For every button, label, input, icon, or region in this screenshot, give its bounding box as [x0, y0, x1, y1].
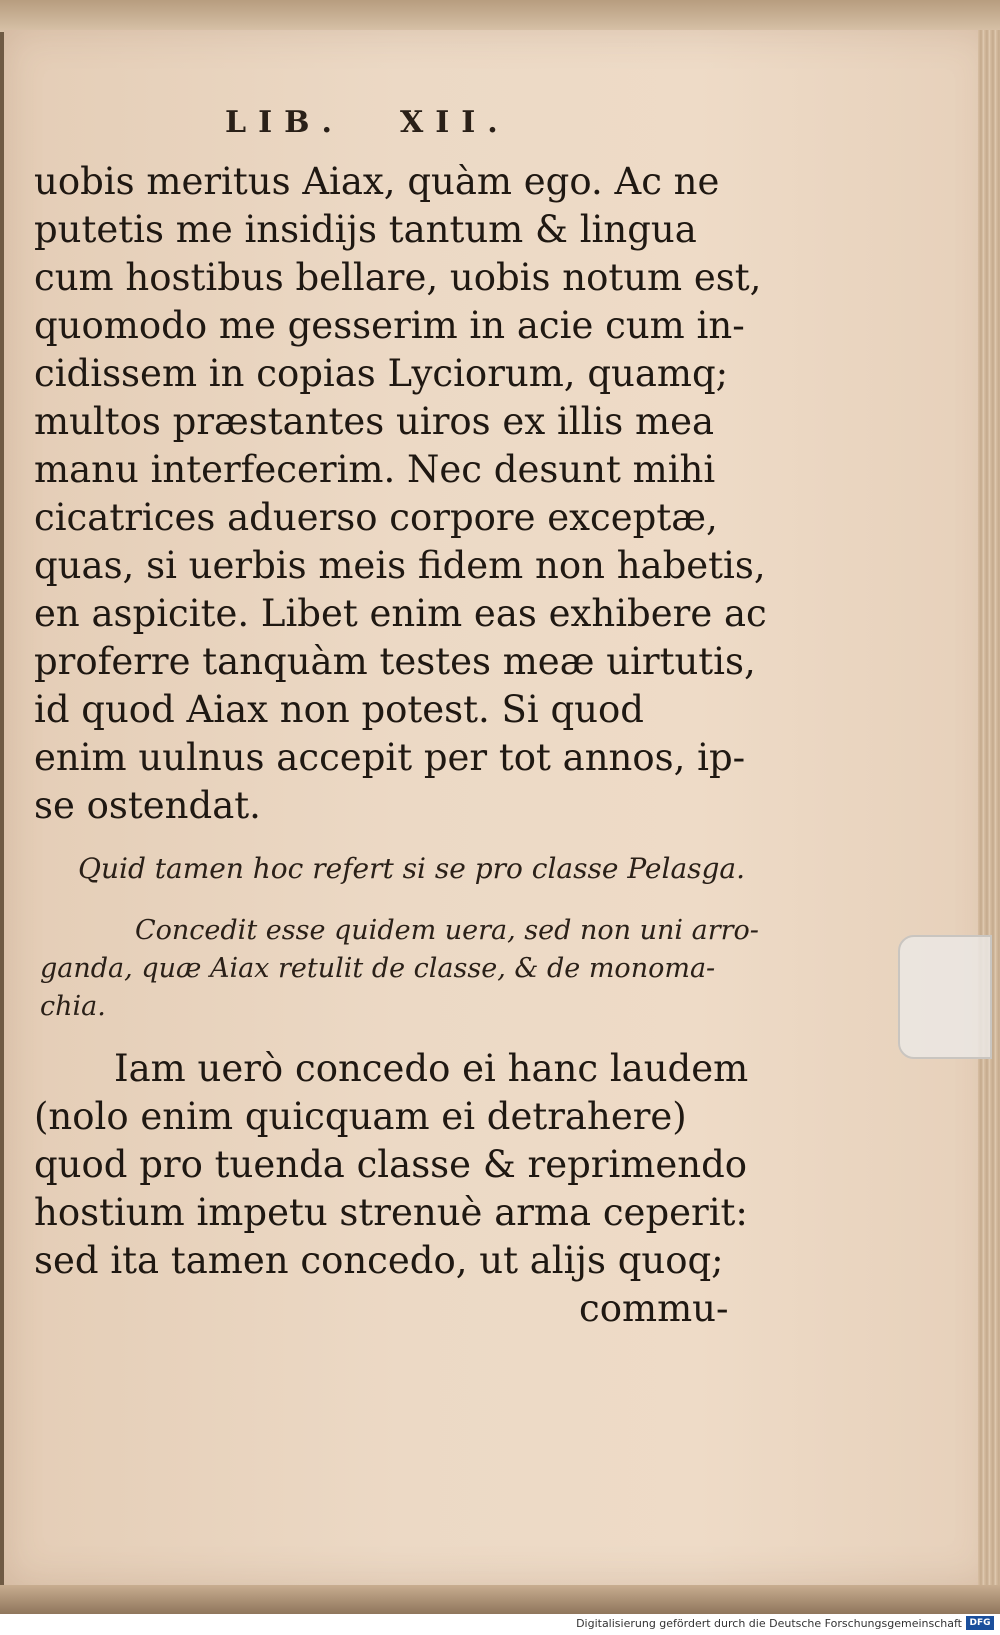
text-line: hostium impetu strenuè arma ceperit: — [34, 1191, 748, 1234]
text-line: (nolo enim quicquam ei detrahere) — [34, 1095, 687, 1138]
main-text-block-2 — [34, 1045, 749, 1333]
text-line: quod pro tuenda classe & reprimendo — [34, 1143, 748, 1186]
dfg-logo-icon: DFG — [966, 1616, 994, 1630]
main-text-block — [34, 158, 767, 830]
commentary-note — [40, 912, 759, 1026]
page-edges — [978, 30, 1000, 1590]
text-line: sed ita tamen concedo, ut alijs quoq; — [34, 1239, 724, 1282]
text-line: quas, si uerbis meis fidem non habetis, — [34, 544, 766, 587]
text-line: proferre tanquàm testes meæ uirtutis, — [34, 640, 756, 683]
text-line: id quod Aiax non potest. Si quod — [34, 688, 644, 731]
book-top-edge — [0, 0, 1000, 32]
text-line: multos præstantes uiros ex illis mea — [34, 400, 715, 443]
header-book: LIB. — [225, 105, 344, 140]
bookmark-tab — [898, 935, 992, 1059]
text-line: uobis meritus Aiax, quàm ego. Ac ne — [34, 160, 720, 203]
note-line: ganda, quæ Aiax retulit de classe, & de monoma- — [40, 953, 716, 984]
text-line: en aspicite. Libet enim eas exhibere ac — [34, 592, 767, 635]
book-bottom-edge — [0, 1585, 1000, 1614]
text-line: manu interfecerim. Nec desunt mihi — [34, 448, 716, 491]
text-line: quomodo me gesserim in acie cum in- — [34, 304, 745, 347]
text-line: putetis me insidijs tantum & lingua — [34, 208, 697, 251]
text-line: cicatrices aduerso corpore exceptæ, — [34, 496, 718, 539]
note-line: Concedit esse quidem uera, sed non uni arro- — [135, 915, 759, 946]
text-line: cum hostibus bellare, uobis notum est, — [34, 256, 762, 299]
text-line: Iam uerò concedo ei hanc laudem — [114, 1047, 749, 1090]
header-number: XII. — [399, 105, 510, 140]
verse-quote: Quid tamen hoc refert si se pro classe Pelasga. — [78, 852, 746, 885]
text-line: se ostendat. — [34, 784, 261, 827]
funding-credit: Digitalisierung gefördert durch die Deutsche Forschungsgemeinschaft — [576, 1617, 962, 1630]
running-header — [225, 105, 566, 140]
text-line: enim uulnus accepit per tot annos, ip- — [34, 736, 746, 779]
note-line: chia. — [40, 991, 106, 1022]
text-line: cidissem in copias Lyciorum, quamq; — [34, 352, 729, 395]
catchword: commu- — [579, 1287, 729, 1330]
